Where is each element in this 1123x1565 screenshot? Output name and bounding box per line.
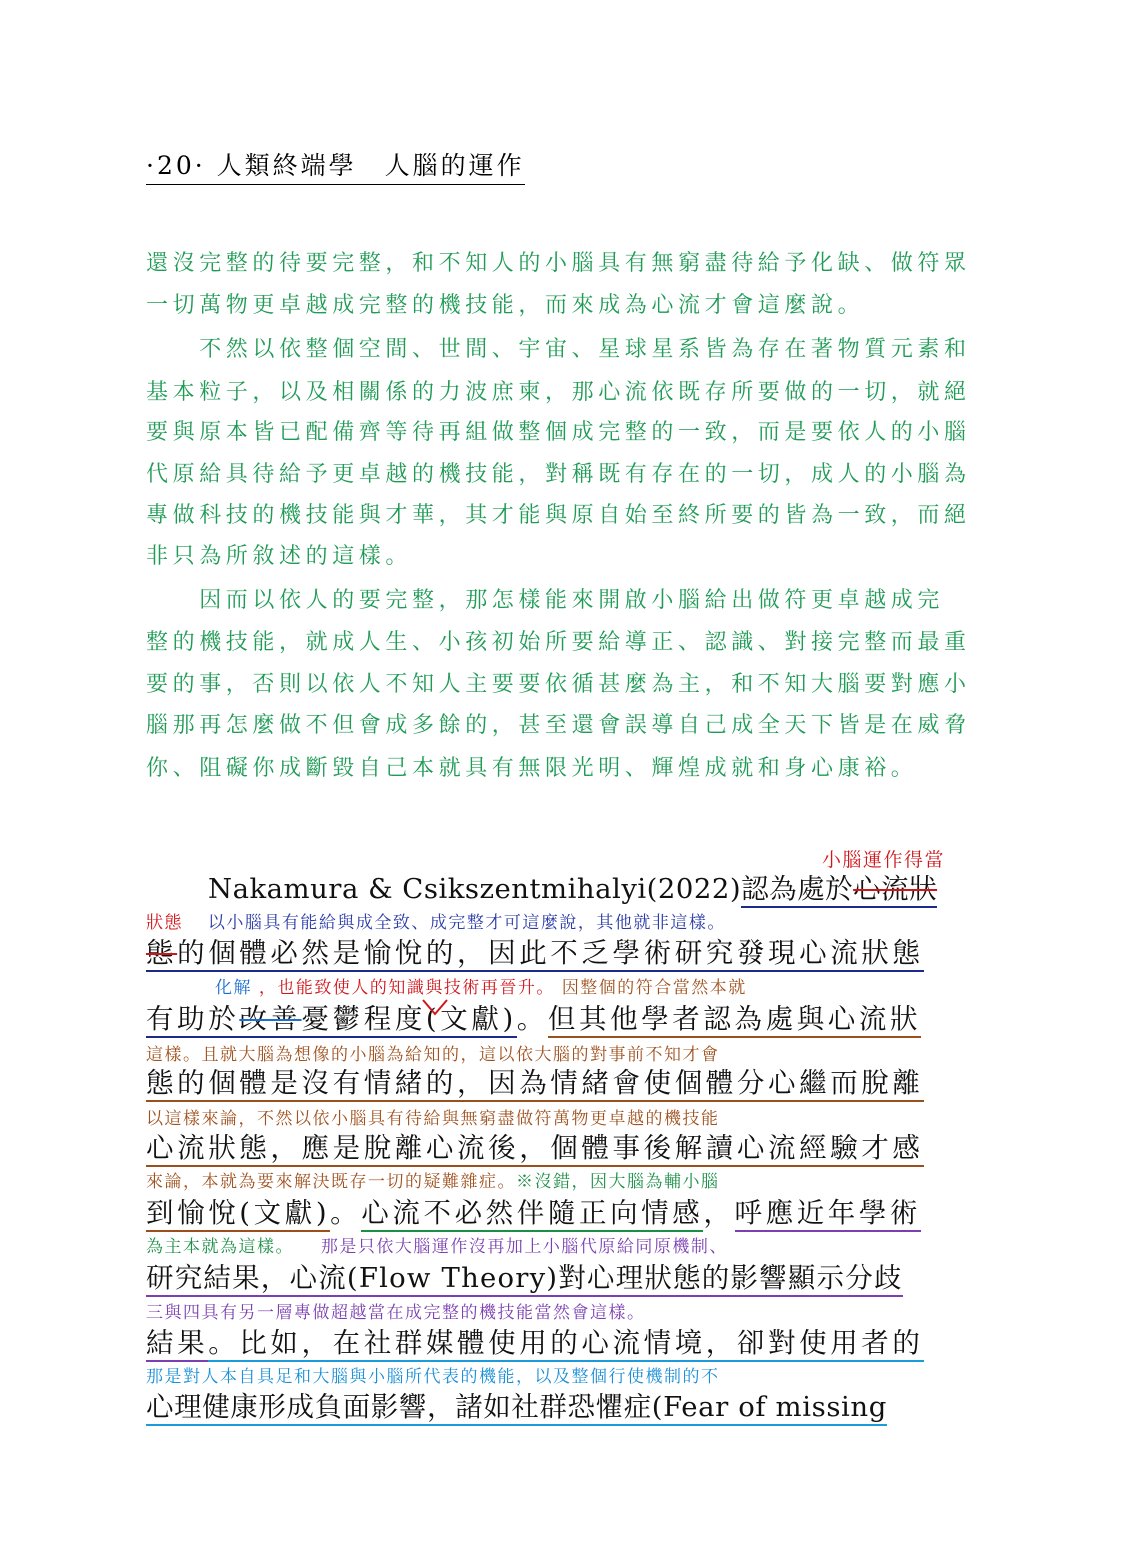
green-text-line: 因而以依人的要完整，那怎樣能來開啟小腦給出做符更卓越成完 [146,588,945,613]
underlined-segment: 心流不必然伴隨正向情感 [361,1197,703,1232]
main-text-segment: Nakamura & Csikszentmihalyi(2022) [208,873,742,905]
annotation-line: 三與四具有另一層專做超越當在成完整的機技能當然會這樣。 [146,1303,646,1323]
main-text-line [146,930,924,970]
annotation-segment: 那是只依大腦運作沒再加上小腦代原給同原機制、 [320,1237,728,1257]
main-text-segment: 。 [330,1197,362,1229]
annotation-line [146,1167,720,1192]
annotation-line: 以這樣來論，不然以依小腦具有待給與無窮盡做符萬物更卓越的機技能 [146,1109,720,1129]
underlined-segment: 心理健康形成負面影響，諸如社群恐懼症(Fear of missing [146,1391,887,1426]
annotation-line [215,973,747,998]
main-text-segment: 。 [516,1003,548,1035]
green-text-line: 不然以依整個空間、世間、宇宙、星球星系皆為存在著物質元素和 [146,337,971,362]
annotation-line [146,1232,728,1257]
green-text-line: 基本粒子，以及相關係的力波庶柬，那心流依既存所要做的一切，就絕 [146,380,971,405]
underlined-segment: 呼應近年學術 [735,1197,922,1232]
underlined-segment: 有助於 [146,1003,239,1038]
struck-segment: 心流狀 [853,873,937,908]
annotation-line: 那是對人本自具足和大腦與小腦所代表的機能，以及整個行使機制的不 [146,1367,720,1387]
underlined-segment: 的個體必然是愉悅的，因此不乏學術研究發現心流狀態 [177,937,923,972]
annotation-segment: ※沒錯，因大腦為輔小腦 [516,1172,720,1192]
green-text-line: 非只為所敘述的這樣。 [146,544,413,569]
underlined-segment: 心流狀態，應是脫離心流後，個體事後解讀心流經驗才感 [146,1132,924,1167]
main-text-line [146,1060,924,1100]
green-text-line: 腦那再怎麼做不但會成多餘的，甚至還會誤導自己成全天下皆是在威脅 [146,713,971,738]
green-text-line: 整的機技能，就成人生、小孩初始所要給導正、認識、對接完整而最重 [146,630,971,655]
underlined-segment: 到愉悅(文獻) [146,1197,330,1232]
main-text-line [146,1190,921,1230]
underlined-segment: 態的個體是沒有情緒的，因為情緒會使個體分心繼而脫離 [146,1067,924,1102]
green-text-line: 專做科技的機技能與才華，其才能與原自始至終所要的皆為一致，而絕 [146,503,971,528]
underlined-segment: 結果 [146,1327,208,1362]
green-text-line: 要與原本皆已配備齊等待再組做整個成完整的一致，而是要依人的小腦 [146,420,971,445]
struck-segment: 態 [146,937,177,972]
main-text-line [146,1320,924,1360]
annotation-segment: 為主本就為這樣。 [146,1237,294,1257]
underlined-segment: 憂鬱程度(文獻) [302,1003,517,1038]
green-text-line: 要的事，否則以依人不知人主要要依循甚麼為主，和不知大腦要對應小 [146,672,971,697]
underlined-segment: 研究結果，心流(Flow Theory)對心理狀態的影響顯示分歧 [146,1262,903,1297]
main-text-line [146,1384,887,1424]
main-text-line [208,866,937,906]
underlined-segment: 。比如，在社群媒體使用的心流情境，卻對使用者的 [208,1327,923,1362]
annotation-segment: 化解 [215,978,252,998]
underlined-segment: 但其他學者認為處與心流狀 [548,1003,921,1038]
green-text-line: 你、阻礙你成斷毀自己本就具有無限光明、輝煌成就和身心康裕。 [146,756,918,781]
insertion-caret-icon [420,996,450,1018]
annotation-segment: 來論，本就為要來解決既存一切的疑難雜症。 [146,1172,516,1192]
main-text-segment: ， [703,1197,735,1229]
annotation-segment: 因整個的符合當然本就 [561,978,747,998]
green-text-line: 代原給具待給予更卓越的機技能，對稱既有存在的一切，成人的小腦為 [146,462,971,487]
underlined-segment: 認為處於 [741,873,853,908]
main-text-line [146,1125,924,1165]
annotation-segment: ，也能致使人的知識與技術再晉升。 [258,978,555,998]
main-text-line [146,1255,903,1295]
annotation-line: 小腦運作得當 [822,849,946,871]
annotation-segment: 狀態 [146,913,183,933]
green-text-line: 還沒完整的待要完整，和不知人的小腦具有無窮盡待給予化缺、做符眾 [146,251,971,276]
page-header: ·20· 人類終端學 人腦的運作 [146,146,525,185]
annotation-segment: 以小腦具有能給與成全致、成完整才可這麼說，其他就非這樣。 [207,913,726,933]
annotation-line: 這樣。且就大腦為想像的小腦為給知的，這以依大腦的對事前不知才會 [146,1045,720,1065]
main-text-line [146,996,921,1036]
struck-segment: 改善 [239,1003,301,1038]
green-text-line: 一切萬物更卓越成完整的機技能，而來成為心流才會這麼說。 [146,293,865,318]
